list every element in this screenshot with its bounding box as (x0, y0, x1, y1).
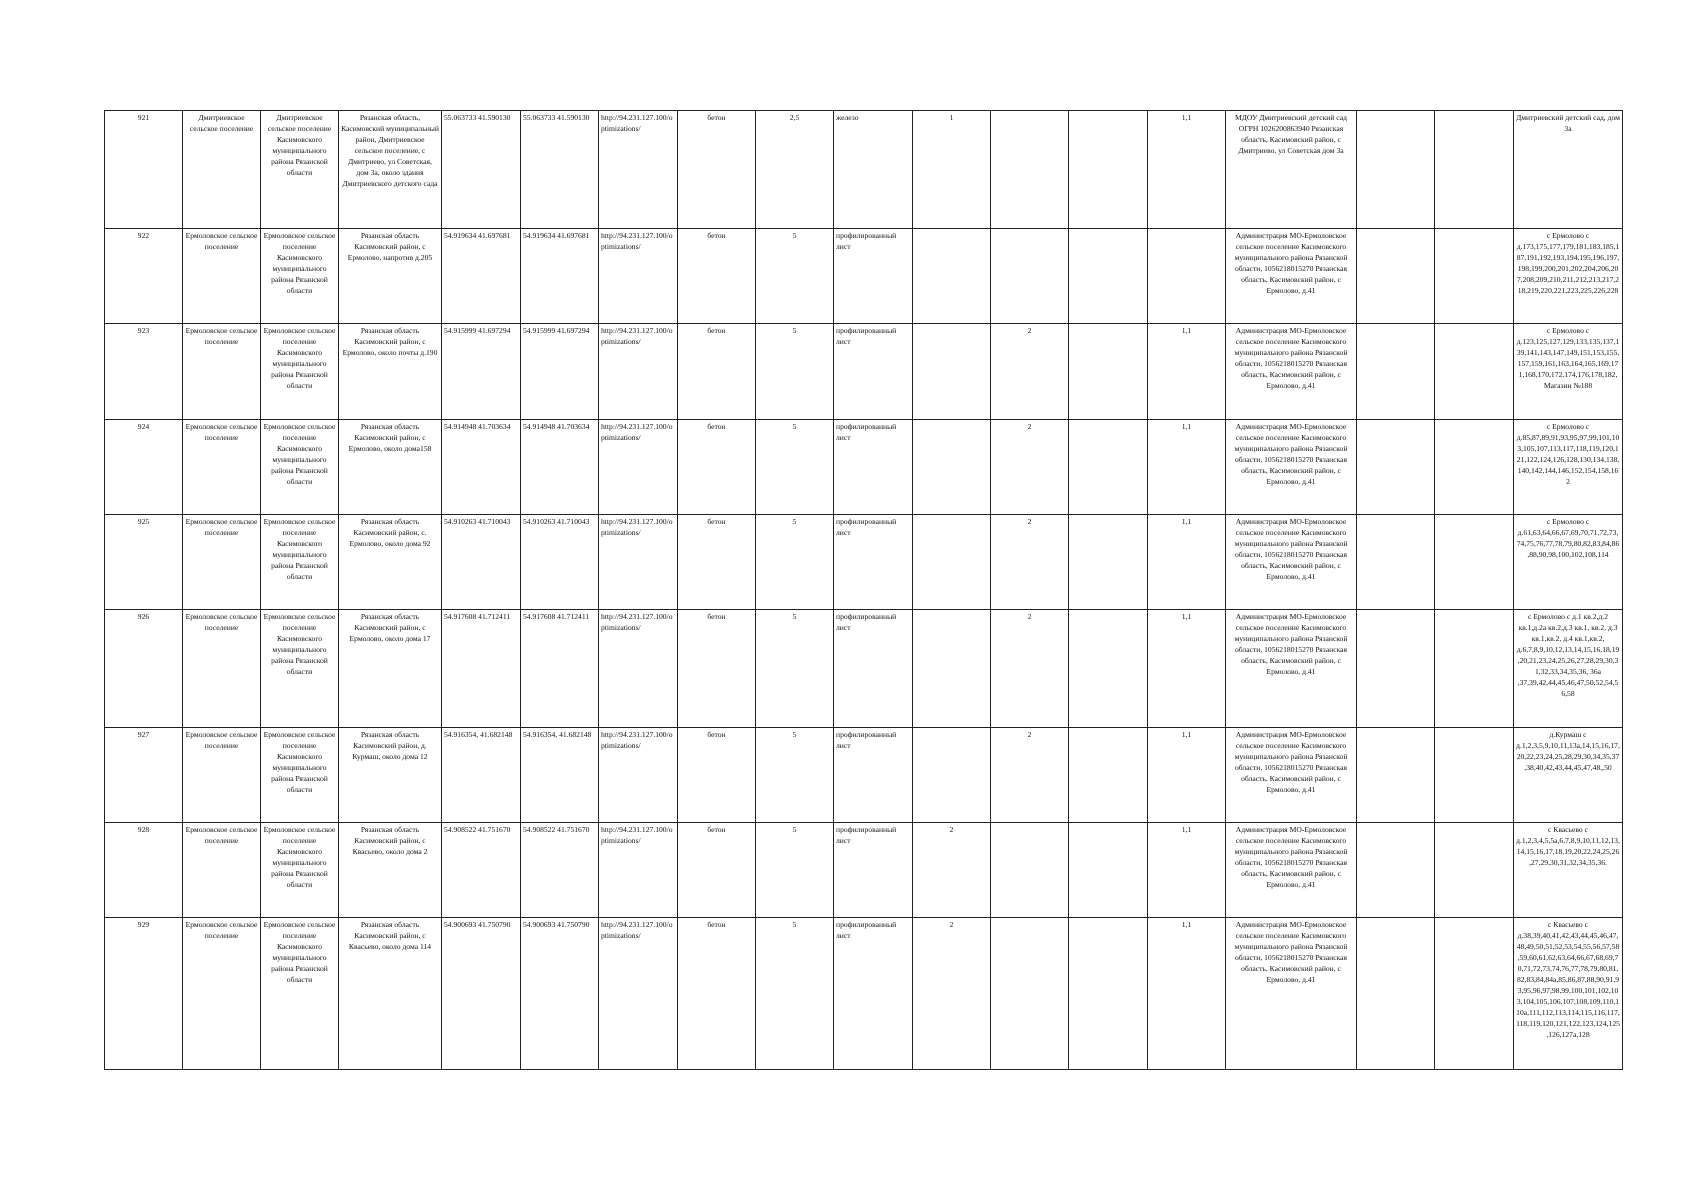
container-volume: 1,1 (1148, 111, 1226, 229)
extra-column-a (1357, 610, 1435, 728)
fence-material: профилированный лист (834, 918, 913, 1070)
site-owner: МДОУ Дмитриевский детский сад ОГРН 1026200863940 Рязанская область, Касимовский район, с Дмитриево, ул Советская дом 3а (1226, 111, 1357, 229)
site-owner: Администрация МО-Ермоловское сельское поселение Касимовского муниципального района Рязанской области, 1056218015270 Рязанская область, Касимовский район, с Ермолово, д.41 (1226, 918, 1357, 1070)
municipality-name: Ермоловское сельское поселение Касимовского муниципального района Рязанской области (261, 918, 339, 1070)
longitude: 54.908522 41.751670 (521, 823, 599, 918)
municipality-name: Ермоловское сельское поселение Касимовского муниципального района Рязанской области (261, 420, 339, 515)
longitude: 54.915999 41.697294 (521, 324, 599, 420)
container-count-a (913, 728, 991, 823)
container-count-b: 2 (991, 420, 1069, 515)
row-number: 924 (105, 420, 183, 515)
latitude: 54.900693 41.750790 (442, 918, 521, 1070)
extra-column-b (1435, 728, 1514, 823)
longitude: 55.063733 41.590130 (521, 111, 599, 229)
municipality-name: Ермоловское сельское поселение Касимовского муниципального района Рязанской области (261, 823, 339, 918)
map-link: http://94.231.127.100/optimizations/ (599, 918, 678, 1070)
extra-column-a (1357, 324, 1435, 420)
site-area: 5 (756, 918, 834, 1070)
container-count-b: 2 (991, 728, 1069, 823)
map-link: http://94.231.127.100/optimizations/ (599, 324, 678, 420)
container-count-a: 2 (913, 823, 991, 918)
longitude: 54.917608 41.712411 (521, 610, 599, 728)
fence-material: профилированный лист (834, 229, 913, 324)
map-link: http://94.231.127.100/optimizations/ (599, 823, 678, 918)
site-area: 5 (756, 515, 834, 610)
container-count-b (991, 111, 1069, 229)
settlement-name: Ермоловское сельское поселение (183, 823, 261, 918)
container-count-b: 2 (991, 324, 1069, 420)
container-count-b: 2 (991, 515, 1069, 610)
settlement-name: Ермоловское сельское поселение (183, 515, 261, 610)
latitude: 55.063733 41.590130 (442, 111, 521, 229)
container-count-b (991, 823, 1069, 918)
extra-column-a (1357, 111, 1435, 229)
waste-sources: с Ермолово с д.61,63,64,66,67,69,70,71,72,73,74,75,76,77,78,79,80,82,83,84,86,88,90,98,100,102,108,114 (1514, 515, 1623, 610)
site-area: 2,5 (756, 111, 834, 229)
site-address: Рязанская область Касимовский район, с. Ермолово, около дома 92 (339, 515, 442, 610)
row-number: 923 (105, 324, 183, 420)
extra-column-b (1435, 111, 1514, 229)
latitude: 54.919634 41.697681 (442, 229, 521, 324)
table-row (105, 111, 1623, 229)
latitude: 54.915999 41.697294 (442, 324, 521, 420)
row-number: 927 (105, 728, 183, 823)
fence-material: профилированный лист (834, 515, 913, 610)
extra-column-a (1357, 515, 1435, 610)
surface-type: бетон (678, 111, 756, 229)
site-area: 5 (756, 728, 834, 823)
municipality-name: Ермоловское сельское поселение Касимовского муниципального района Рязанской области (261, 728, 339, 823)
settlement-name: Ермоловское сельское поселение (183, 420, 261, 515)
table-row (105, 420, 1623, 515)
extra-column-b (1435, 324, 1514, 420)
settlement-name: Ермоловское сельское поселение (183, 229, 261, 324)
surface-type: бетон (678, 515, 756, 610)
extra-column-b (1435, 610, 1514, 728)
site-owner: Администрация МО-Ермоловское сельское поселение Касимовского муниципального района Рязанской области, 1056218015270 Рязанская область, Касимовский район, с Ермолово, д.41 (1226, 515, 1357, 610)
container-count-a (913, 515, 991, 610)
container-count-c (1069, 918, 1148, 1070)
container-count-c (1069, 111, 1148, 229)
extra-column-b (1435, 823, 1514, 918)
container-count-c (1069, 420, 1148, 515)
extra-column-b (1435, 515, 1514, 610)
fence-material: профилированный лист (834, 324, 913, 420)
site-address: Рязанская область Касимовский район, с Квасьево, около дома 2 (339, 823, 442, 918)
latitude: 54.914948 41.703634 (442, 420, 521, 515)
extra-column-b (1435, 420, 1514, 515)
settlement-name: Ермоловское сельское поселение (183, 324, 261, 420)
site-owner: Администрация МО-Ермоловское сельское поселение Касимовского муниципального района Рязанской области, 1056218015270 Рязанская область, Касимовский район, с Ермолово, д.41 (1226, 229, 1357, 324)
container-count-c (1069, 515, 1148, 610)
settlement-name: Ермоловское сельское поселение (183, 610, 261, 728)
container-count-b (991, 918, 1069, 1070)
site-area: 5 (756, 420, 834, 515)
surface-type: бетон (678, 420, 756, 515)
container-volume: 1,1 (1148, 515, 1226, 610)
container-volume: 1,1 (1148, 610, 1226, 728)
table-row (105, 324, 1623, 420)
fence-material: железо (834, 111, 913, 229)
site-owner: Администрация МО-Ермоловское сельское поселение Касимовского муниципального района Рязанской области, 1056218015270 Рязанская область, Касимовский район, с Ермолово, д.41 (1226, 610, 1357, 728)
table-body (105, 111, 1623, 1070)
waste-sources: с Ермолово с д.123,125,127,129,133,135,137,139,141,143,147,149,151,153,155,157,159,161,163,164,165,169,171,168,170,172,174,176,178,182, Магазин №188 (1514, 324, 1623, 420)
waste-sources: с Квасьево с д.1,2,3,4,5,5а,6,7,8,9,10,11,12,13,14,15,16,17,18,19,20,22,24,25,26,27,29,30,31,32,34,35,36. (1514, 823, 1623, 918)
container-count-c (1069, 728, 1148, 823)
longitude: 54.910263 41.710043 (521, 515, 599, 610)
site-address: Рязанская область Касимовский район, с Ермолово, около почты д.190 (339, 324, 442, 420)
municipality-name: Ермоловское сельское поселение Касимовского муниципального района Рязанской области (261, 324, 339, 420)
longitude: 54.914948 41.703634 (521, 420, 599, 515)
surface-type: бетон (678, 324, 756, 420)
surface-type: бетон (678, 823, 756, 918)
map-link: http://94.231.127.100/optimizations/ (599, 229, 678, 324)
surface-type: бетон (678, 728, 756, 823)
latitude: 54.908522 41.751670 (442, 823, 521, 918)
map-link: http://94.231.127.100/optimizations/ (599, 515, 678, 610)
fence-material: профилированный лист (834, 728, 913, 823)
container-count-b (991, 229, 1069, 324)
site-owner: Администрация МО-Ермоловское сельское поселение Касимовского муниципального района Рязанской области, 1056218015270 Рязанская область, Касимовский район, с Ермолово, д.41 (1226, 728, 1357, 823)
container-volume (1148, 229, 1226, 324)
container-count-a (913, 610, 991, 728)
container-volume: 1,1 (1148, 918, 1226, 1070)
waste-sources: с Ермолово с д.85,87,89,91,93,95,97,99,101,103,105,107,113,117,118,119,120,121,122,124,126,128,130,134,138,140,142,144,146,152,154,158,162 (1514, 420, 1623, 515)
municipality-name: Ермоловское сельское поселение Касимовского муниципального района Рязанской области (261, 515, 339, 610)
container-count-c (1069, 229, 1148, 324)
fence-material: профилированный лист (834, 823, 913, 918)
site-address: Рязанская область Касимовский район, с Ермолово, около дома 17 (339, 610, 442, 728)
site-area: 5 (756, 324, 834, 420)
map-link: http://94.231.127.100/optimizations/ (599, 728, 678, 823)
longitude: 54.900693 41.750790 (521, 918, 599, 1070)
site-owner: Администрация МО-Ермоловское сельское поселение Касимовского муниципального района Рязанской области, 1056218015270 Рязанская область, Касимовский район, с Ермолово, д.41 (1226, 324, 1357, 420)
surface-type: бетон (678, 918, 756, 1070)
site-address: Рязанская область Касимовский район, с Квасьево, около дома 114 (339, 918, 442, 1070)
longitude: 54.916354, 41.682148 (521, 728, 599, 823)
waste-sources: с Ермолово с д.1 кв.2,д.2 кв.1,д.2а кв.2,д.3 кв.1, кв.2, д.3 кв.1,кв.2, д.4 кв.1,кв.2, д.6,7,8,9,10,12,13,14,15,16,18,19,20,21,23,24,25,26,27,28,29,30,31,32,33,34,35,36, 36а ,37,39,42,44,45,46,47,50,52,54,56,58 (1514, 610, 1623, 728)
surface-type: бетон (678, 610, 756, 728)
waste-sources: с Ермолово с д.173,175,177,179,181,183,185,187,191,192,193,194,195,196,197,198,199,200,201,202,204,206,207,208,209,210,211,212,213,217,218,219,220,221,223,225,226,228 (1514, 229, 1623, 324)
site-address: Рязанская область Касимовский район, д. Курмаш, около дома 12 (339, 728, 442, 823)
latitude: 54.916354, 41.682148 (442, 728, 521, 823)
container-count-a: 2 (913, 918, 991, 1070)
waste-sources: Дмитриевский детский сад, дом 3а (1514, 111, 1623, 229)
fence-material: профилированный лист (834, 610, 913, 728)
container-count-a (913, 324, 991, 420)
settlement-name: Ермоловское сельское поселение (183, 728, 261, 823)
settlement-name: Дмитриевское сельское поселение (183, 111, 261, 229)
table-row (105, 515, 1623, 610)
site-address: Рязанская область Касимовский район, с Ермолово, напротив д.205 (339, 229, 442, 324)
container-count-a (913, 229, 991, 324)
row-number: 929 (105, 918, 183, 1070)
settlement-name: Ермоловское сельское поселение (183, 918, 261, 1070)
row-number: 921 (105, 111, 183, 229)
waste-sources: с Квасьево с д.38,39,40,41,42,43,44,45,46,47,48,49,50,51,52,53,54,55,56,57,58,59,60,61,62,63,64,66,67,68,69,70,71,72,73,74,76,77,78,79,80,81,82,83,84,84а,85,86,87,88,90,91,93,95,96,97,98,99,100,101,102,103,104,105,106,107,108,109,110,110а,111,112,113,114,115,116,117,118,119,120,121,122,123,124,125,126,127а,128 (1514, 918, 1623, 1070)
surface-type: бетон (678, 229, 756, 324)
site-address: Рязанская область, Касимовский муниципальный район, Дмитриевское сельское поселение, с Дмитриево, ул Советская, дом 3а, около здания Дмитриевского детского сада (339, 111, 442, 229)
extra-column-a (1357, 229, 1435, 324)
row-number: 928 (105, 823, 183, 918)
municipality-name: Дмитриевское сельское поселение Касимовского муниципального района Рязанской области (261, 111, 339, 229)
extra-column-b (1435, 229, 1514, 324)
latitude: 54.910263 41.710043 (442, 515, 521, 610)
container-count-c (1069, 610, 1148, 728)
table-row (105, 610, 1623, 728)
site-area: 5 (756, 229, 834, 324)
site-owner: Администрация МО-Ермоловское сельское поселение Касимовского муниципального района Рязанской области, 1056218015270 Рязанская область, Касимовский район, с Ермолово, д.41 (1226, 420, 1357, 515)
municipality-name: Ермоловское сельское поселение Касимовского муниципального района Рязанской области (261, 229, 339, 324)
container-volume: 1,1 (1148, 728, 1226, 823)
longitude: 54.919634 41.697681 (521, 229, 599, 324)
container-volume: 1,1 (1148, 420, 1226, 515)
extra-column-b (1435, 918, 1514, 1070)
fence-material: профилированный лист (834, 420, 913, 515)
row-number: 925 (105, 515, 183, 610)
container-count-c (1069, 823, 1148, 918)
container-count-b: 2 (991, 610, 1069, 728)
table-row (105, 728, 1623, 823)
container-count-a: 1 (913, 111, 991, 229)
row-number: 926 (105, 610, 183, 728)
container-count-a (913, 420, 991, 515)
site-address: Рязанская область Касимовский район, с Ермолово, около дома158 (339, 420, 442, 515)
latitude: 54.917608 41.712411 (442, 610, 521, 728)
municipality-name: Ермоловское сельское поселение Касимовского муниципального района Рязанской области (261, 610, 339, 728)
site-area: 5 (756, 823, 834, 918)
table-row (105, 918, 1623, 1070)
extra-column-a (1357, 420, 1435, 515)
table-row (105, 229, 1623, 324)
row-number: 922 (105, 229, 183, 324)
table-row (105, 823, 1623, 918)
container-count-c (1069, 324, 1148, 420)
extra-column-a (1357, 918, 1435, 1070)
map-link: http://94.231.127.100/optimizations/ (599, 610, 678, 728)
container-volume: 1,1 (1148, 324, 1226, 420)
site-area: 5 (756, 610, 834, 728)
site-owner: Администрация МО-Ермоловское сельское поселение Касимовского муниципального района Рязанской области, 1056218015270 Рязанская область, Касимовский район, с Ермолово, д.41 (1226, 823, 1357, 918)
waste-sources: д.Курмаш с д.1,2,3,5,9,10,11,13а,14,15,16,17,20,22,23,24,25,28,29,30,34,35,37,38,40,42,43,44,45,47,48,,50 (1514, 728, 1623, 823)
extra-column-a (1357, 728, 1435, 823)
extra-column-a (1357, 823, 1435, 918)
map-link: http://94.231.127.100/optimizations/ (599, 111, 678, 229)
container-volume: 1,1 (1148, 823, 1226, 918)
registry-table (104, 110, 1623, 1070)
map-link: http://94.231.127.100/optimizations/ (599, 420, 678, 515)
